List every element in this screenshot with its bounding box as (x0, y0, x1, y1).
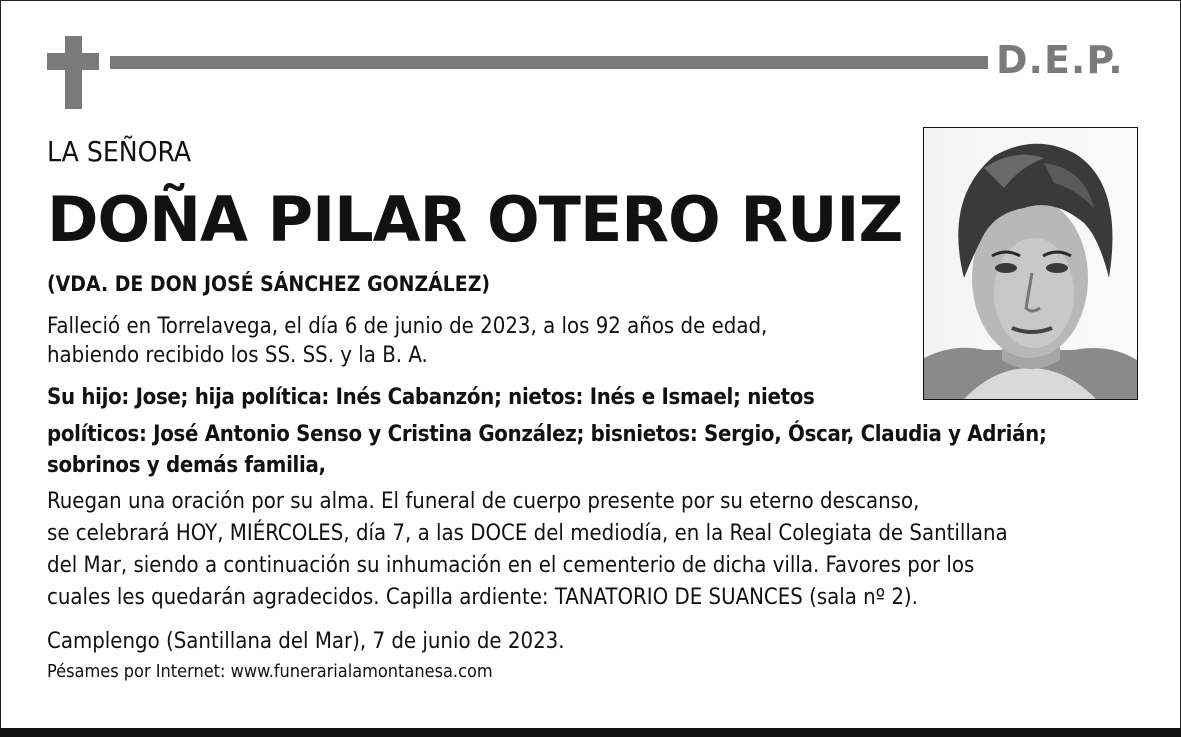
cross-icon-arm (47, 53, 99, 70)
condolences-line: Pésames por Internet: www.funerarialamontanesa.com (47, 661, 493, 682)
funeral-line: se celebrará HOY, MIÉRCOLES, día 7, a las DOCE del mediodía, en la Real Colegiata de Santillana (47, 521, 1008, 546)
header-rule (110, 56, 988, 69)
deceased-name: DOÑA PILAR OTERO RUIZ (47, 183, 903, 256)
funeral-line: del Mar, siendo a continuación su inhumación en el cementerio de dicha villa. Favores por los (47, 553, 975, 578)
family-line: sobrinos y demás familia, (47, 453, 326, 478)
dep-label: D.E.P. (996, 38, 1124, 82)
cross-icon (65, 36, 82, 109)
bottom-border (0, 728, 1181, 737)
family-line: Su hijo: Jose; hija política: Inés Cabanzón; nietos: Inés e Ismael; nietos (47, 385, 815, 410)
funeral-line: cuales les quedarán agradecidos. Capilla ardiente: TANATORIO DE SUANCES (sala nº 2). (47, 585, 918, 610)
death-line: Falleció en Torrelavega, el día 6 de junio de 2023, a los 92 años de edad, (47, 314, 768, 339)
place-date: Camplengo (Santillana del Mar), 7 de junio de 2023. (47, 629, 565, 654)
intro-label: LA SEÑORA (47, 135, 192, 168)
portrait-photo (923, 127, 1138, 400)
death-line: habiendo recibido los SS. SS. y la B. A. (47, 343, 428, 368)
portrait-illustration (924, 128, 1137, 399)
family-line: políticos: José Antonio Senso y Cristina González; bisnietos: Sergio, Óscar, Claudia y Adrián; (47, 422, 1047, 447)
widow-of: (VDA. DE DON JOSÉ SÁNCHEZ GONZÁLEZ) (47, 272, 491, 296)
funeral-line: Ruegan una oración por su alma. El funeral de cuerpo presente por su eterno descanso, (47, 489, 920, 514)
